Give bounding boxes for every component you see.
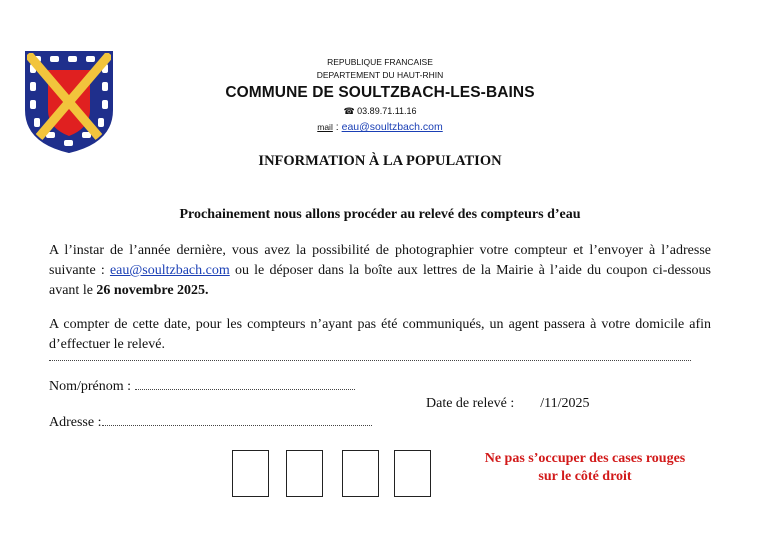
phone-line [180, 106, 580, 117]
date-field[interactable] [426, 396, 590, 412]
meter-digit-box[interactable] [286, 450, 323, 497]
name-label: Nom/prénom : [49, 379, 132, 394]
paragraph-email-link[interactable]: eau@soultzbach.com [109, 263, 230, 278]
republic-label: REPUBLIQUE FRANCAISE [327, 57, 433, 67]
telephone-icon: ☎ [343, 106, 355, 116]
meter-digit-box[interactable] [342, 450, 379, 497]
subject-heading: Prochainement nous allons procéder au relevé des compteurs d’eau [179, 207, 581, 222]
note-line-1: Ne pas s’occuper des cases rouges [484, 451, 686, 466]
info-title: INFORMATION À LA POPULATION [258, 153, 502, 169]
meter-digit-box[interactable] [394, 450, 431, 497]
mail-line [180, 121, 580, 133]
deadline-date: 26 novembre 2025. [96, 283, 209, 298]
header-email-link[interactable]: eau@soultzbach.com [341, 121, 443, 133]
address-label: Adresse : [49, 415, 102, 430]
paragraph-1-text-b: ou le déposer dans la boîte aux lettres de la Mairie à l’aide du coupon ci-dessous avant le [49, 263, 712, 298]
address-field[interactable] [49, 413, 372, 431]
note-line-2: sur le côté droit [538, 469, 632, 484]
name-field[interactable] [49, 377, 355, 395]
phone-number: 03.89.71.11.16 [357, 106, 417, 116]
coat-of-arms-logo [24, 50, 114, 154]
name-dotted-line [135, 377, 355, 390]
date-label: Date de relevé : [426, 396, 515, 411]
paragraph-1-text-a: A l’instar de l’année dernière, vous avez la possibilité de photographier votre compteur et l’envoyer à l’adresse suivante : [49, 243, 711, 278]
meter-digit-box[interactable] [232, 450, 269, 497]
commune-title: COMMUNE DE SOULTZBACH-LES-BAINS [225, 84, 535, 101]
paragraph-1 [49, 241, 711, 301]
date-value: /11/2025 [540, 396, 590, 411]
coupon-cut-line [49, 360, 691, 361]
mail-label: mail [317, 122, 333, 132]
paragraph-2: A compter de cette date, pour les compteurs n’ayant pas été communiqués, un agent passera à votre domicile afin d’effectuer le relevé. [49, 317, 711, 352]
department-label: DEPARTEMENT DU HAUT-RHIN [316, 70, 444, 80]
mail-separator: : [332, 121, 342, 133]
address-dotted-line [102, 413, 372, 426]
red-boxes-note [440, 450, 730, 486]
